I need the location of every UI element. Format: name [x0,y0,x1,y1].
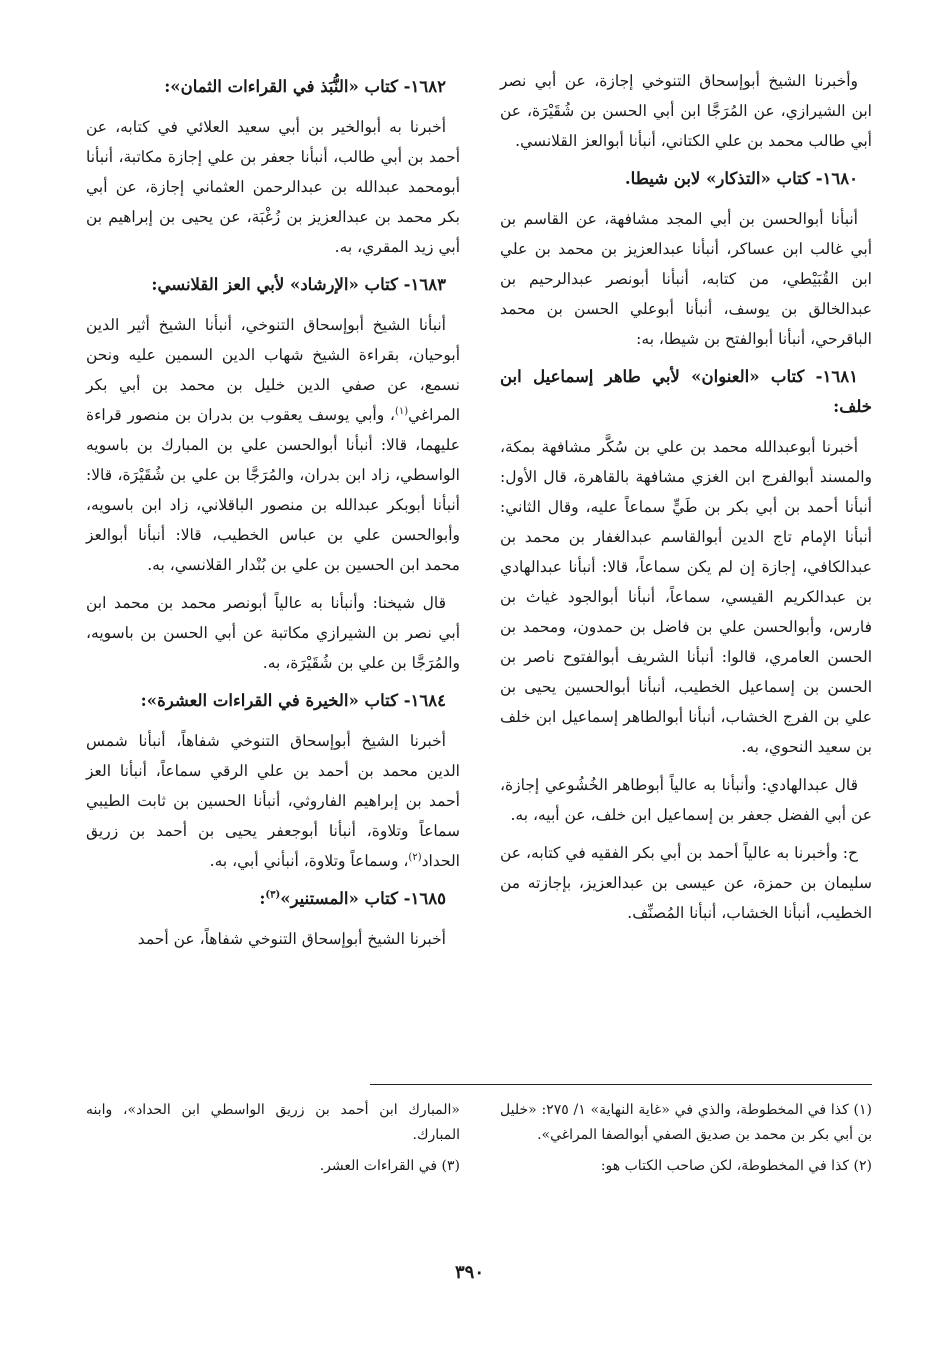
paragraph-1683-c: قال شيخنا: وأنبأنا به عالياً أبونصر محمد بن محمد ابن أبي نصر بن الشيرازي مكاتبة عن أبي الحسن بن باسويه، والمُرَجَّا بن علي بن شُقَيْرَة، به. [86,594,460,672]
page-number: ٣٩٠ [454,1262,484,1283]
paragraph-1683-part-a: أنبأنا الشيخ أبوإسحاق التنوخي، أنبأنا الشيخ أثير الدين أبوحيان، بقراءة الشيخ شهاب الدين السمين عليه ونحن نسمع، عن صفي الدين خليل بن محمد بن أبي بكر المراغي [86,316,460,424]
left-column [86,66,460,962]
heading-1680: ١٦٨٠- كتاب «التذكار» لابن شيطا. [624,169,858,188]
footnote-ref-3: (٣) [265,889,281,901]
heading-1683: ١٦٨٣- كتاب «الإرشاد» لأبي العز القلانسي: [151,275,446,294]
paragraph-1681: أخبرنا أبوعبدالله محمد بن علي بن سُكَّر مشافهة بمكة، والمسند أبوالفرج ابن الغزي مشافهة بالقاهرة، قال الأول: أنبأنا أحمد بن أبي بكر بن طَيٍّ سماعاً عليه، وقال الثاني: أنبأنا الإمام تاج الدين أبوالقاسم عبدالغفار بن محمد بن عبدالكافي، إجازة إن لم يكن سماعاً، قالا: أنبأنا عبدالهادي بن عبدالكريم القيسي، سماعاً، أنبأنا أبوالجود غياث بن فارس، وأبوالحسن علي بن فاضل بن حمدون، ومحمد بن الحسن العامري، قالوا: أنبأنا الشريف أبوالفتوح ناصر بن الحسن بن إسماعيل الخطيب، أنبأنا أبوالحسين يحيى بن علي بن الفرج الخشاب، أنبأنا أبوالطاهر إسماعيل ابن خلف بن سعيد النحوي، به. [500,438,872,756]
footnote-ref-2: (٢) [408,851,422,863]
paragraph-1680: أنبأنا أبوالحسن بن أبي المجد مشافهة، عن القاسم بن أبي غالب ابن عساكر، أنبأنا عبدالعزيز بن محمد بن علي ابن القُبَيْطي، من كتابه، أنبأنا أبونصر عبدالرحيم بن عبدالخالق بن يوسف، أنبأنا أبوعلي الحسن بن محمد الباقرحي، أنبأنا أبوالفتح بن شيطا، به: [500,210,872,348]
paragraph-1681-c: ح: وأخبرنا به عالياً أحمد بن أبي بكر الفقيه في كتابه، عن سليمان بن حمزة، عن عيسى بن عبدالعزيز، بإجازته من الخطيب، أنبأنا الخشاب، أنبأنا المُصنِّف. [500,844,872,922]
footnote-2-continued: «المبارك ابن أحمد بن زريق الواسطي ابن الحداد»، وابنه المبارك. [86,1102,460,1143]
footnote-3: (٣) في القراءات العشر. [319,1158,460,1174]
paragraph-1683 [86,310,460,580]
heading-1682: ١٦٨٢- كتاب «النُّبَذ في القراءات الثمان»: [164,77,446,96]
paragraph-1681-b: قال عبدالهادي: وأنبأنا به عالياً أبوطاهر الخُشُوعي إجازة، عن أبي الفضل جعفر بن إسماعيل ابن خلف، عن أبيه، به. [500,776,872,824]
footnotes-right [500,1098,872,1185]
intro-paragraph: وأخبرنا الشيخ أبوإسحاق التنوخي إجازة، عن أبي نصر ابن الشيرازي، عن المُرَجَّا ابن أبي الحسن بن شُقَيْرَة، عن أبي طالب محمد بن علي الكتاني، أنبأنا أبوالعز القلانسي. [500,72,872,150]
heading-1685-text: ١٦٨٥- كتاب «المستنير» [280,889,446,908]
heading-1684: ١٦٨٤- كتاب «الخيرة في القراءات العشرة»: [140,691,446,710]
footnote-2: (٢) كذا في المخطوطة، لكن صاحب الكتاب هو: [600,1158,872,1174]
right-column [500,66,872,936]
paragraph-1684-part-b: ، وسماعاً وتلاوة، أنبأني أبي، به. [209,852,409,870]
heading-1681: ١٦٨١- كتاب «العنوان» لأبي طاهر إسماعيل ابن خلف: [500,367,872,416]
paragraph-1684-part-a: أخبرنا الشيخ أبوإسحاق التنوخي شفاهاً، أنبأنا شمس الدين محمد بن أحمد بن علي الرقي سماعاً، أنبأنا العز أحمد بن إبراهيم الفاروثي، أنبأنا الحسين بن ثابت الطيبي سماعاً وتلاوة، أنبأنا أبوجعفر يحيى بن أحمد بن زريق الحداد [86,732,460,870]
footnote-1: (١) كذا في المخطوطة، والذي في «غاية النهاية» ١/ ٢٧٥: «خليل بن أبي بكر بن محمد بن صديق الصفي أبوالصفا المراغي». [500,1102,872,1143]
heading-1685-colon: : [259,889,266,908]
paragraph-1685: أخبرنا الشيخ أبوإسحاق التنوخي شفاهاً، عن أحمد [137,930,446,948]
footnotes-left [86,1098,460,1185]
paragraph-1682: أخبرنا به أبوالخير بن أبي سعيد العلائي في كتابه، عن أحمد بن أبي طالب، أنبأنا جعفر بن علي إجازة مكاتبة، أنبأنا أبومحمد عبدالله بن عبدالرحمن العثماني إجازة، عن أبي بكر محمد بن عبدالعزيز بن زُغْبَة، عن يحيى بن إبراهيم بن أبي زيد المقري، به. [86,118,460,256]
paragraph-1683-part-b: ، وأبي يوسف يعقوب بن بدران بن منصور قراءة عليهما، قالا: أنبأنا أبوالحسن علي بن المبارك بن باسويه الواسطي، زاد ابن بدران، والمُرَجَّا بن علي بن شُقَيْرَة، قالا: أنبأنا أبوبكر عبدالله بن منصور الباقلاني، زاد ابن باسويه، وأبوالحسن علي بن عباس الخطيب، قالا: أنبأنا أبوالعز محمد ابن الحسين بن علي بن بُنْدار القلانسي، به. [86,406,460,574]
heading-1685 [86,884,460,914]
paragraph-1684 [86,726,460,876]
footnote-ref-1: (١) [394,405,409,417]
footnote-divider [370,1084,872,1085]
